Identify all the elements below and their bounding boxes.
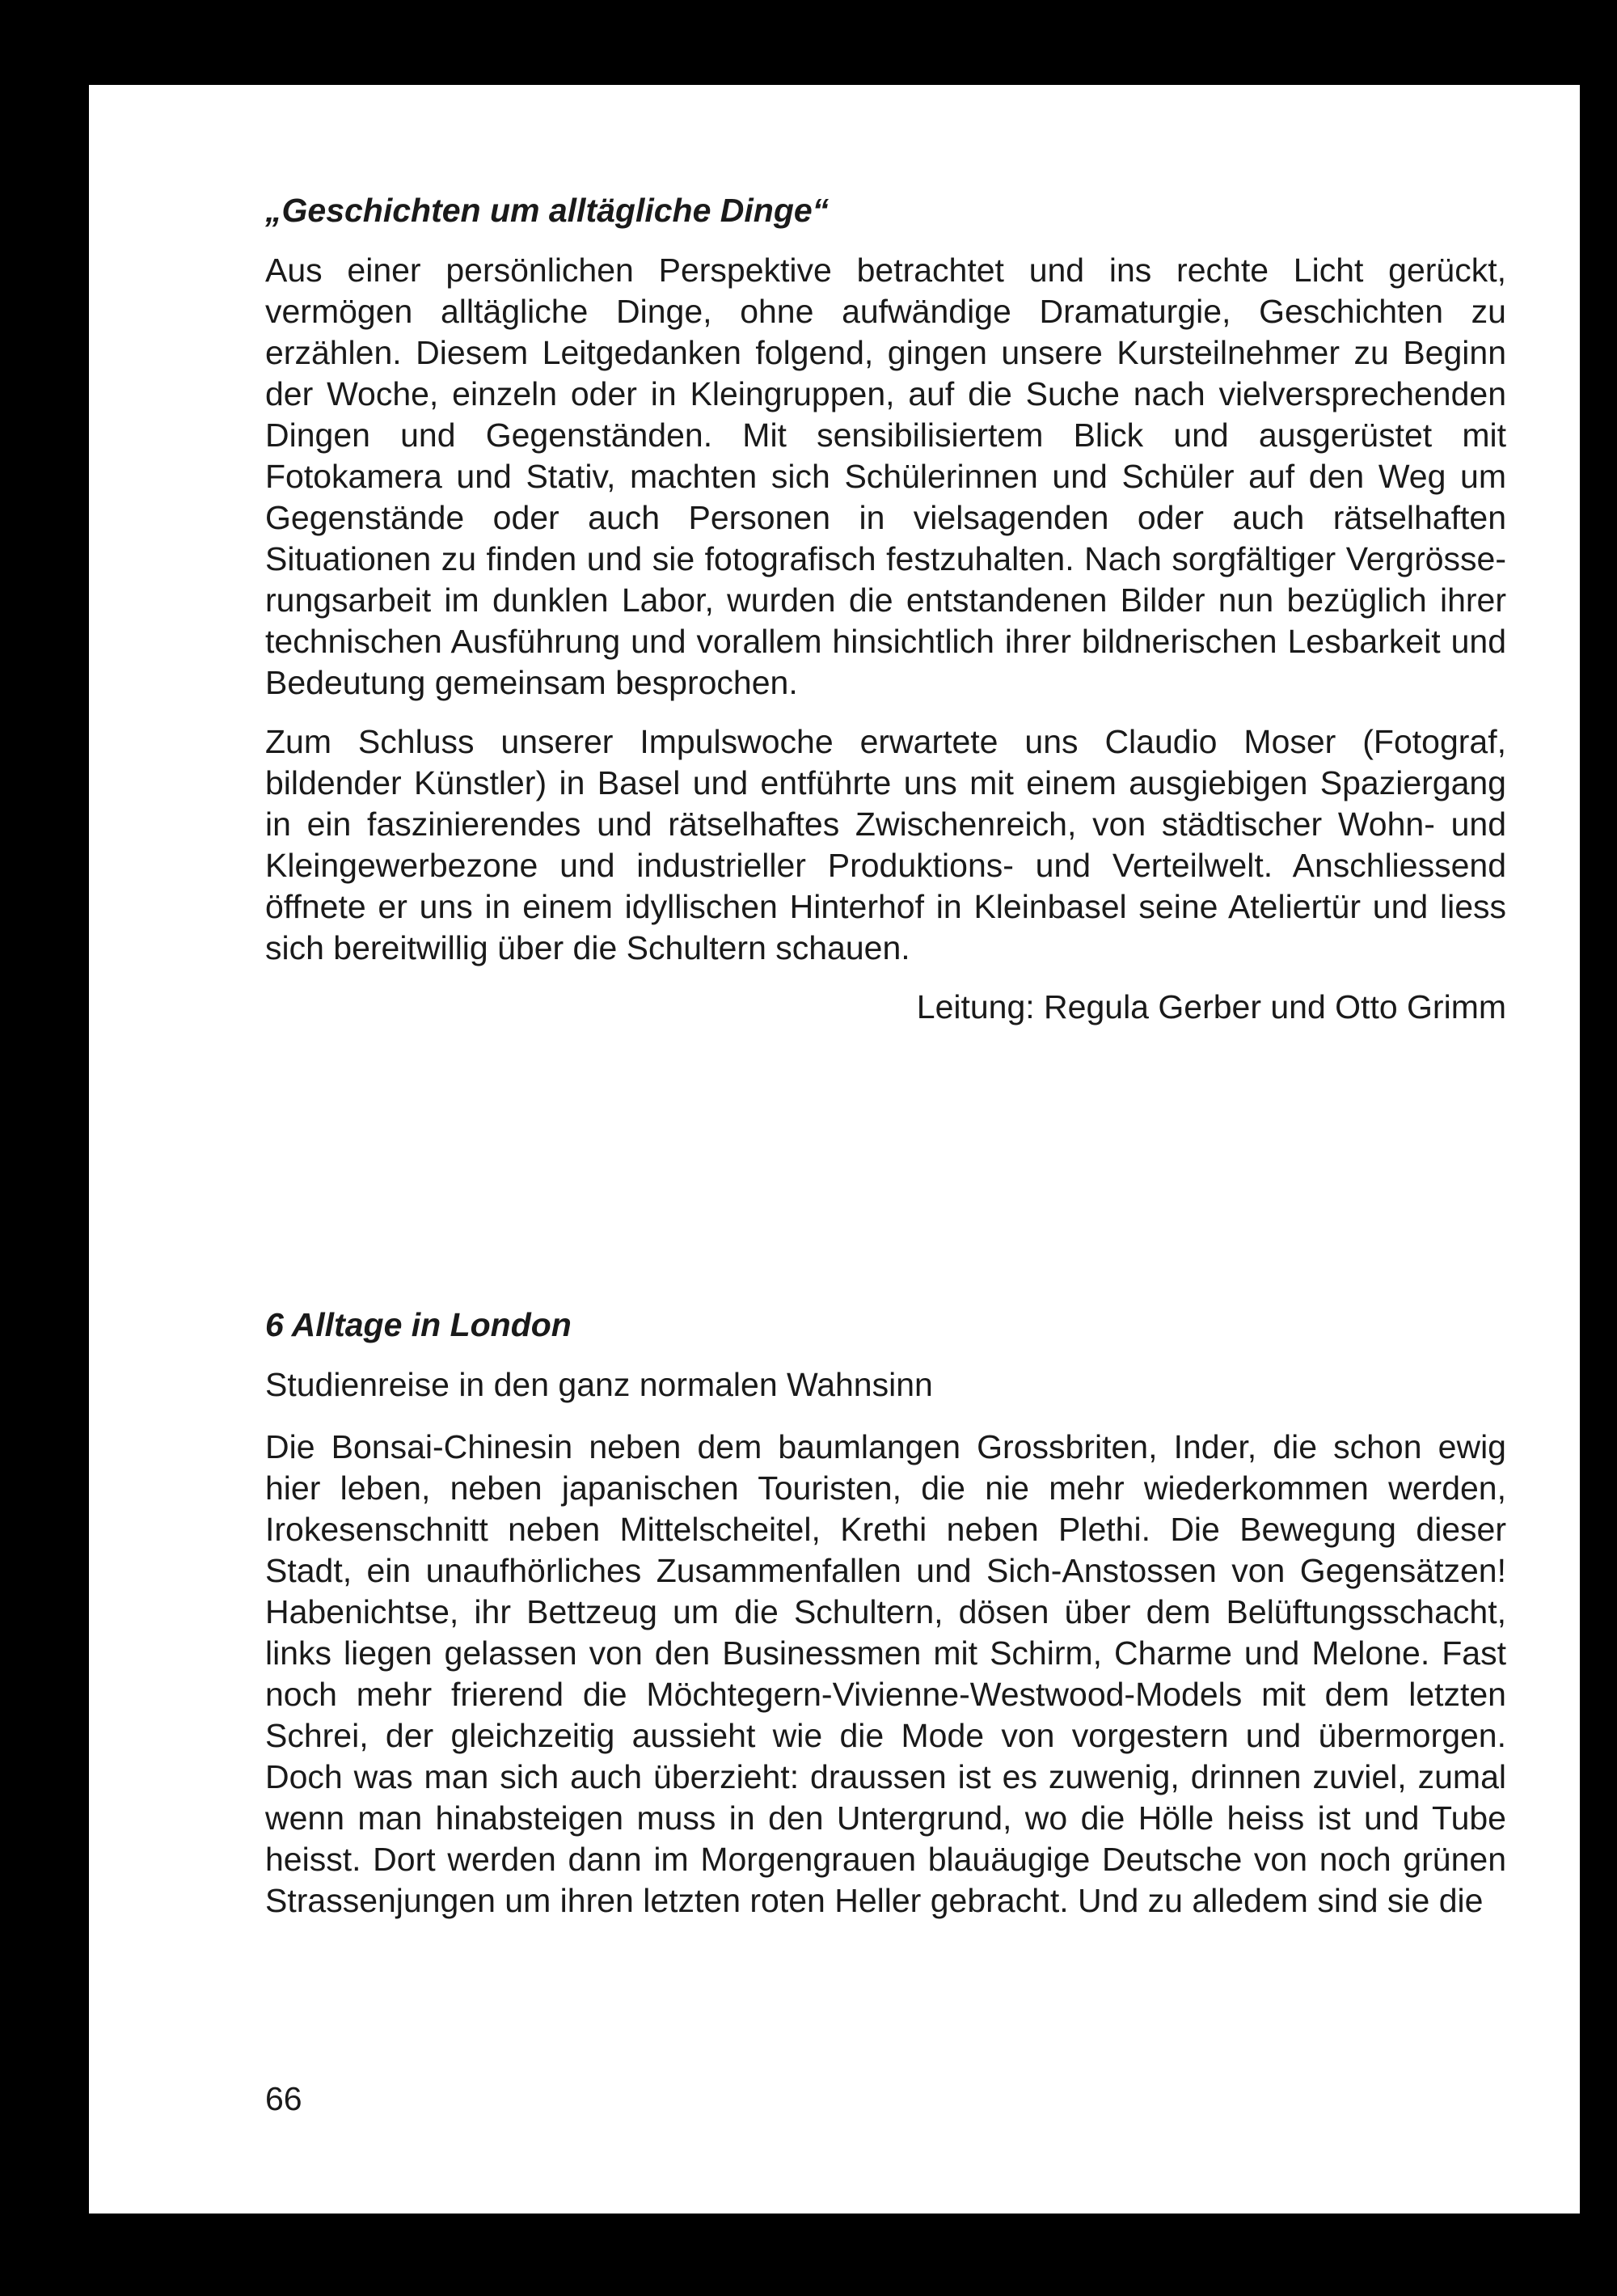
body-paragraph: Die Bonsai-Chinesin neben dem baumlangen Grossbriten, Inder, die schon ewig hier leben, neben japanischen Touristen, die nie mehr wiederkommen werden, Irokesenschnitt neben Mittelscheitel, Krethi neben Plethi. Die Bewegung dieser Stadt, ein unaufhörliches Zusammenfallen und Sich-Anstossen von Gegensätzen! Habenichtse, ihr Bettzeug um die Schultern, dösen über dem Belüftungsschacht, links liegen gelassen von den Businessmen mit Schirm, Charme und Melone. Fast noch mehr frierend die Möchtegern-Vivienne-Westwood-Models mit dem letzten Schrei, der gleichzeitig aussieht wie die Mode von vorgestern und übermorgen. Doch was man sich auch überzieht: draussen ist es zuwenig, drinnen zuviel, zumal wenn man hinabsteigen muss in den Untergrund, wo die Hölle heiss ist und Tube heisst. Dort werden dann im Morgengrauen blauäugige Deutsche von noch grünen Strassenjungen um ihren letzten roten Heller gebracht. Und zu alledem sind sie die — [265, 1428, 1506, 1919]
page-number: 66 — [265, 2080, 302, 2117]
section-alltaegliche-dinge — [265, 190, 1506, 1028]
body-paragraph: Zum Schluss unserer Impulswoche erwartete uns Claudio Moser (Fotograf, bildender Künstler) in Basel und entführte uns mit einem ausgiebigen Spaziergang in ein faszinierendes und rätselhaftes Zwischenreich, von städtischer Wohn- und Kleingewerbezone und industrieller Produktions- und Verteilwelt. Anschliessend öffnete er uns in einem idyllischen Hinterhof in Kleinbasel seine Ateliertür und liess sich bereitwillig über die Schultern schauen. — [265, 723, 1506, 966]
document-page — [89, 85, 1580, 2214]
section-alltage-in-london — [265, 1304, 1506, 1939]
section-title: 6 Alltage in London — [265, 1306, 572, 1343]
section-subtitle: Studienreise in den ganz normalen Wahnsinn — [265, 1366, 933, 1403]
credit-line: Leitung: Regula Gerber und Otto Grimm — [916, 988, 1506, 1025]
body-paragraph: Aus einer persönlichen Perspektive betrachtet und ins rechte Licht gerückt, vermögen alltägliche Dinge, ohne aufwändige Dramaturgie, Geschichten zu erzählen. Diesem Leitgedanken folgend, gingen unsere Kursteilnehmer zu Beginn der Woche, einzeln oder in Kleingruppen, auf die Suche nach vielversprechenden Dingen und Gegenständen. Mit sensibilisiertem Blick und ausgerüstet mit Fotokamera und Stativ, machten sich Schülerinnen und Schüler auf den Weg um Gegenstände oder auch Personen in vielsagenden oder auch rätselhaften Situationen zu finden und sie fotografisch festzuhalten. Nach sorgfältiger Vergrösserungsarbeit im dunklen Labor, wurden die entstandenen Bilder nun bezüglich ihrer technischen Ausführung und vorallem hinsichtlich ihrer bildnerischen Lesbarkeit und Bedeutung gemeinsam besprochen. — [265, 252, 1506, 701]
section-title: „Geschichten um alltägliche Dinge“ — [265, 192, 830, 229]
